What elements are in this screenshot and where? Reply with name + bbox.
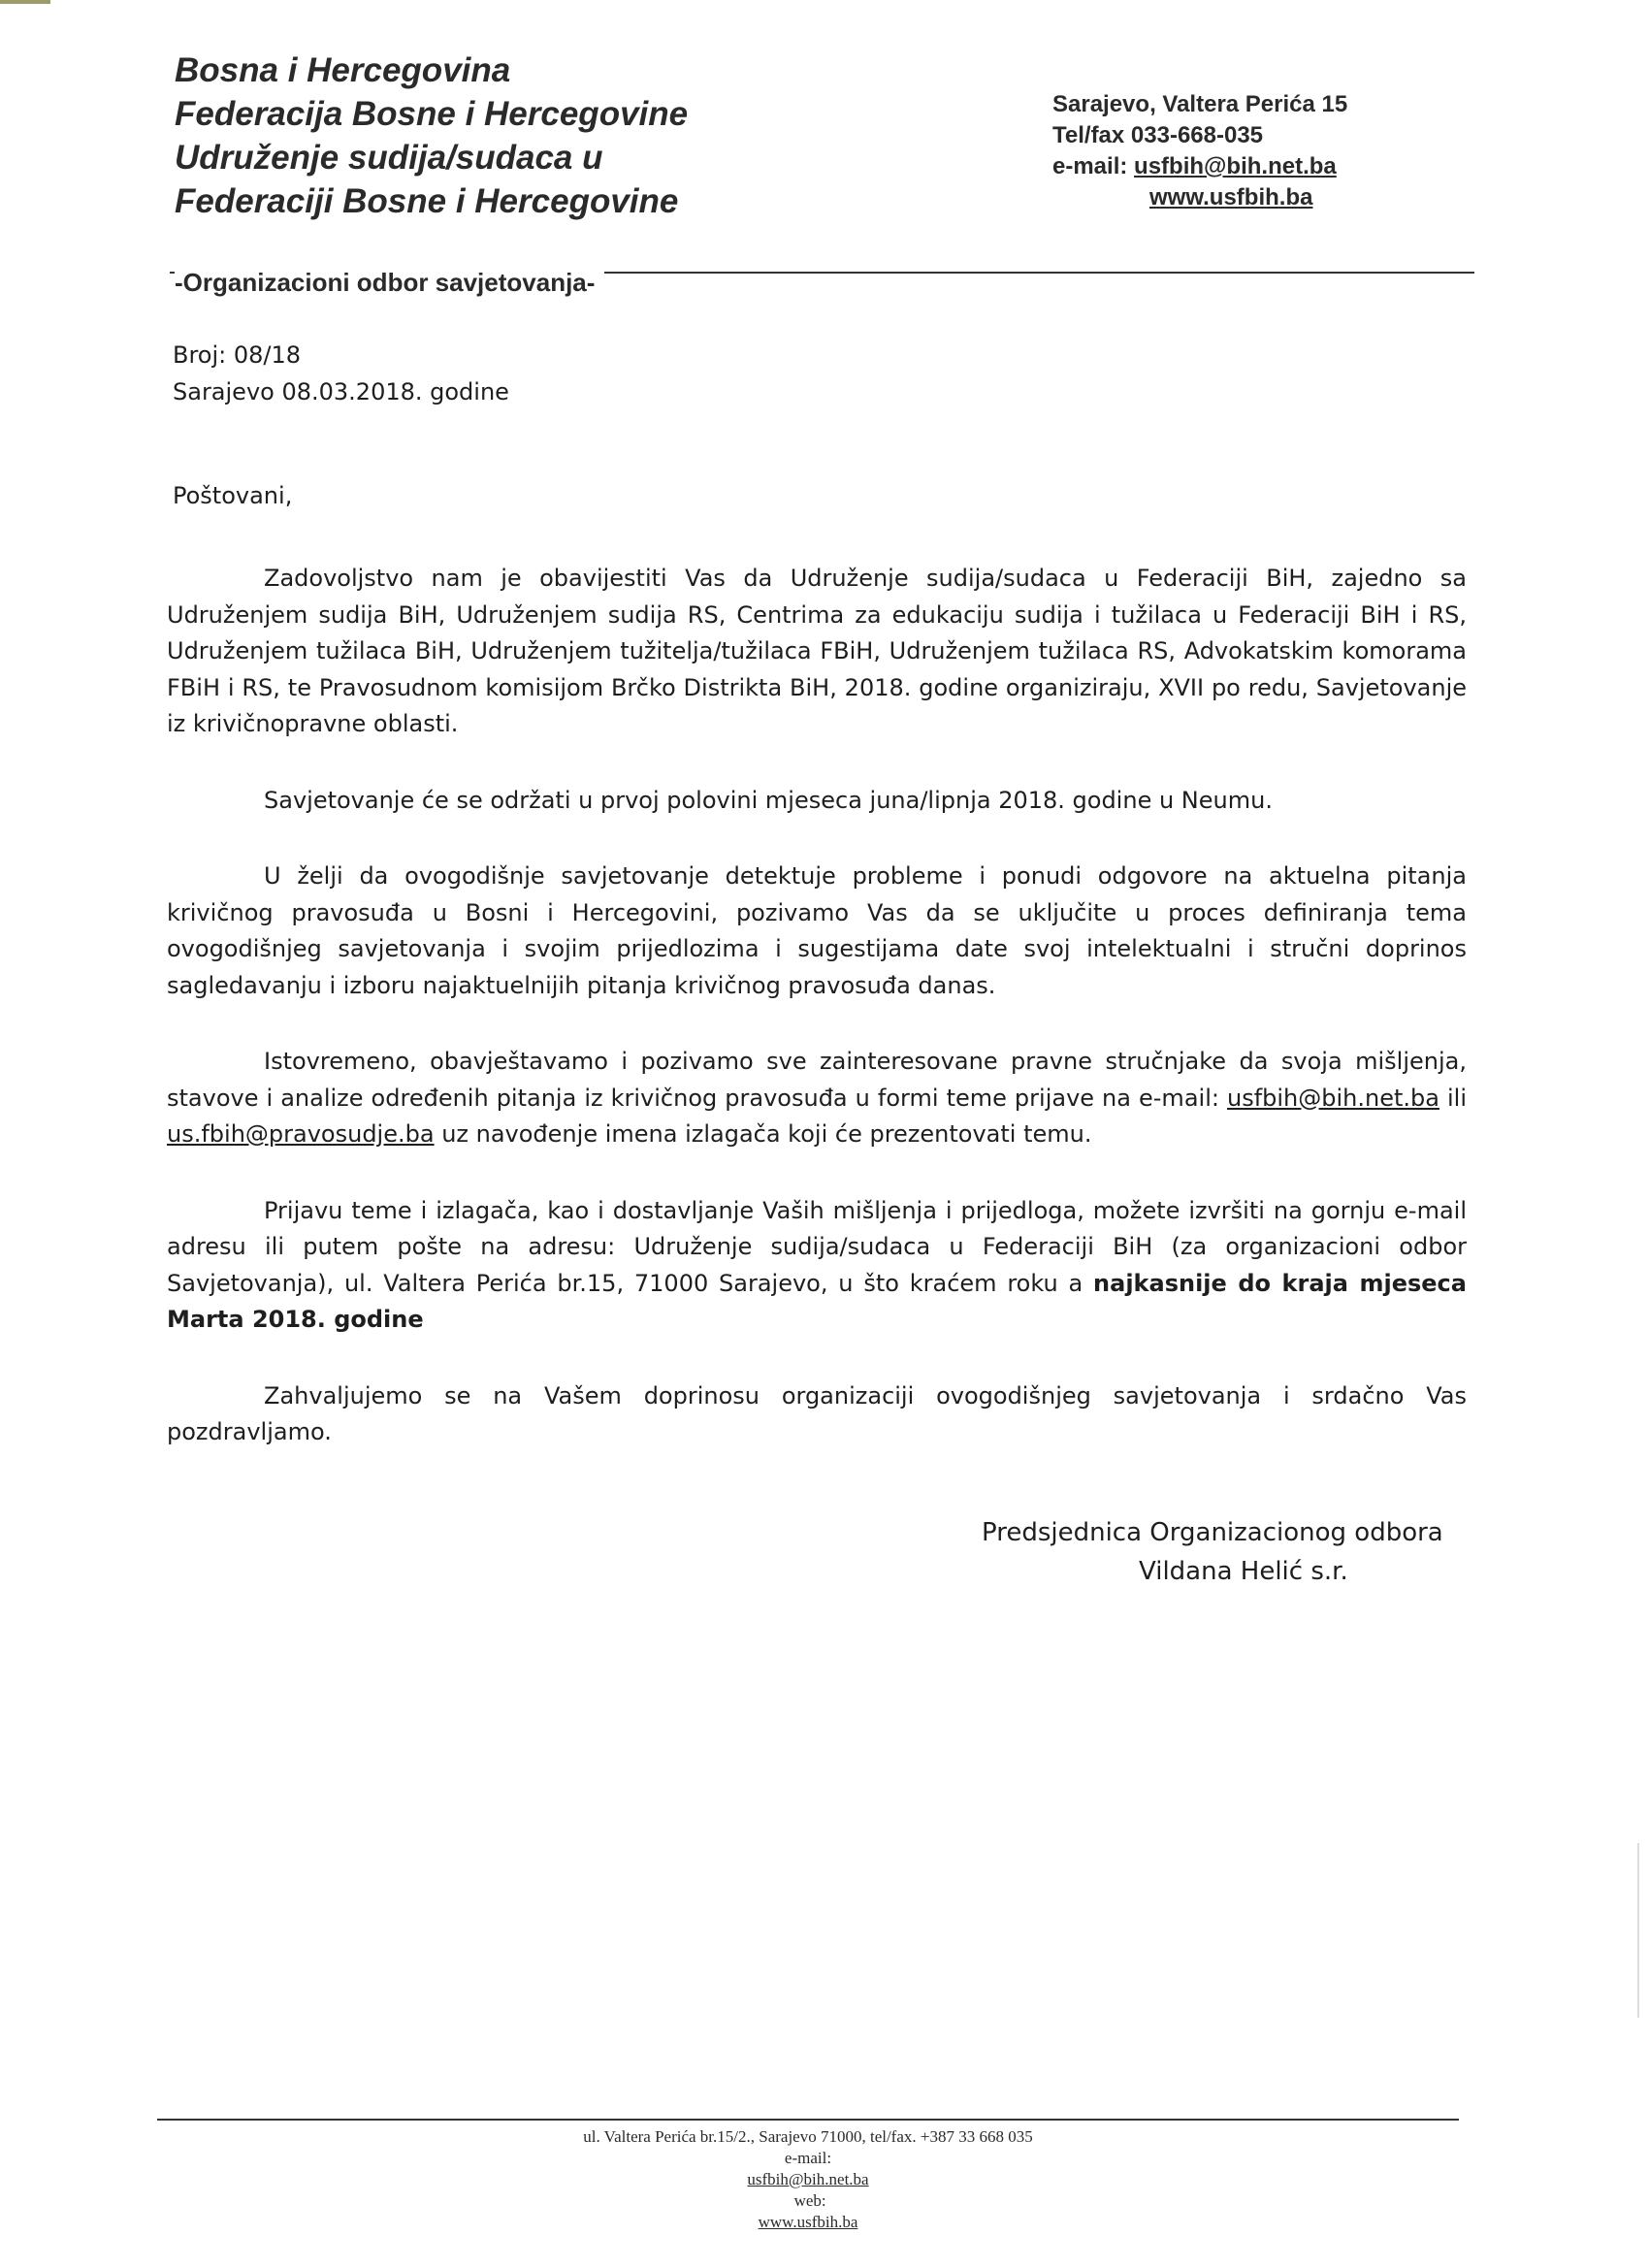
contact-address: Sarajevo, Valtera Perića 15 bbox=[1052, 91, 1348, 117]
document-number: Broj: 08/18 bbox=[173, 341, 302, 369]
contact-web-link[interactable]: www.usfbih.ba bbox=[1149, 184, 1313, 211]
org-line-3: Udruženje sudija/sudaca u bbox=[175, 139, 603, 177]
paragraph-5-text: Prijavu teme i izlagača, kao i dostavljanje Vaših mišljenja i prijedloga, možete izvršiti na gornju e-mail adresu ili putem pošte na adresu: Udruženje sudija/sudaca u Federaciji BiH (za organizacioni odbor Savjetovanja), ul. Valtera Perića br.15, 71000 Sarajevo, u što kraćem roku a bbox=[167, 1196, 1467, 1297]
scan-artifact-corner bbox=[0, 0, 50, 4]
paragraph-4-text-c: uz navođenje imena izlagača koji će prezentovati temu. bbox=[434, 1120, 1092, 1148]
letter-body bbox=[167, 561, 1467, 1491]
paragraph-4-text-b: ili bbox=[1439, 1084, 1468, 1112]
footer-email-label: e-mail: bbox=[784, 2149, 832, 2167]
scan-artifact-edge bbox=[1637, 1843, 1639, 2018]
paragraph-3: U želji da ovogodišnje savjetovanje detektuje probleme i ponudi odgovore na aktuelna pitanja krivičnog pravosuđa u Bosni i Hercegovini, pozivamo Vas da se uključite u proces definiranja tema ovogodišnjeg savjetovanja i svojim prijedlozima i sugestijama date svoj intelektualni i stručni doprinos sagledavanju i izboru najaktuelnijih pitanja krivičnog pravosuđa danas. bbox=[167, 862, 1467, 999]
organization-name bbox=[175, 49, 688, 223]
contact-email-row bbox=[1052, 151, 1347, 182]
document-meta bbox=[173, 337, 509, 410]
contact-web-row bbox=[1052, 182, 1347, 213]
paragraph-4-text-a: Istovremeno, obavještavamo i pozivamo sve zainteresovane pravne stručnjake da svoja mišljenja, stavove i analize određenih pitanja iz krivičnog pravosuđa u formi teme prijave na e-mail: bbox=[167, 1048, 1467, 1112]
footer bbox=[157, 2126, 1459, 2233]
deadline-text: najkasnije do kraja mjeseca Marta 2018. godine bbox=[167, 1269, 1467, 1333]
footer-web-link[interactable]: www.usfbih.ba bbox=[758, 2213, 858, 2231]
contact-telfax: Tel/fax 033-668-035 bbox=[1052, 122, 1264, 148]
paragraph-6: Zahvaljujemo se na Vašem doprinosu organizaciji ovogodišnjeg savjetovanja i srdačno Vas pozdravljamo. bbox=[167, 1381, 1467, 1445]
salutation: Poštovani, bbox=[173, 482, 293, 509]
email-link-usfbih[interactable]: usfbih@bih.net.ba bbox=[1226, 1084, 1439, 1112]
org-line-2: Federacija Bosne i Hercegovine bbox=[175, 95, 689, 133]
contact-info bbox=[1052, 89, 1347, 213]
committee-title: -Organizacioni odbor savjetovanja- bbox=[175, 268, 604, 298]
paragraph-5 bbox=[167, 1193, 1467, 1339]
email-link-pravosudje[interactable]: us.fbih@pravosudje.ba bbox=[167, 1120, 435, 1148]
footer-address: ul. Valtera Perića br.15/2., Sarajevo 71000, tel/fax. +387 33 668 035 bbox=[583, 2127, 1033, 2146]
paragraph-4 bbox=[167, 1044, 1467, 1153]
paragraph-2: Savjetovanje će se održati u prvoj polovini mjeseca juna/lipnja 2018. godine u Neumu. bbox=[264, 786, 1273, 814]
signature-block bbox=[982, 1513, 1443, 1591]
footer-email-link[interactable]: usfbih@bih.net.ba bbox=[747, 2170, 869, 2188]
document-place-date: Sarajevo 08.03.2018. godine bbox=[173, 378, 509, 405]
paragraph-1: Zadovoljstvo nam je obavijestiti Vas da Udruženje sudija/sudaca u Federaciji BiH, zajedno sa Udruženjem sudija BiH, Udruženjem sudija RS, Centrima za edukaciju sudija i tužilaca u Federaciji BiH i RS, Udruženjem tužilaca BiH, Udruženjem tužitelja/tužilaca FBiH, Udruženjem tužilaca RS, Advokatskim komorama FBiH i RS, te Pravosudnom komisijom Brčko Distrikta BiH, 2018. godine organiziraju, XVII po redu, Savjetovanje iz krivičnopravne oblasti. bbox=[167, 565, 1467, 737]
contact-email-link[interactable]: usfbih@bih.net.ba bbox=[1134, 153, 1337, 179]
org-line-1: Bosna i Hercegovina bbox=[175, 51, 511, 89]
signature-name: Vildana Helić s.r. bbox=[1139, 1557, 1348, 1586]
org-line-4: Federaciji Bosne i Hercegovine bbox=[175, 182, 679, 220]
footer-divider bbox=[157, 2119, 1459, 2121]
footer-web-label: web: bbox=[786, 2191, 830, 2210]
footer-contact-row bbox=[157, 2148, 1459, 2233]
signature-title: Predsjednica Organizacionog odbora bbox=[982, 1518, 1443, 1547]
contact-email-label: e-mail: bbox=[1052, 153, 1135, 179]
